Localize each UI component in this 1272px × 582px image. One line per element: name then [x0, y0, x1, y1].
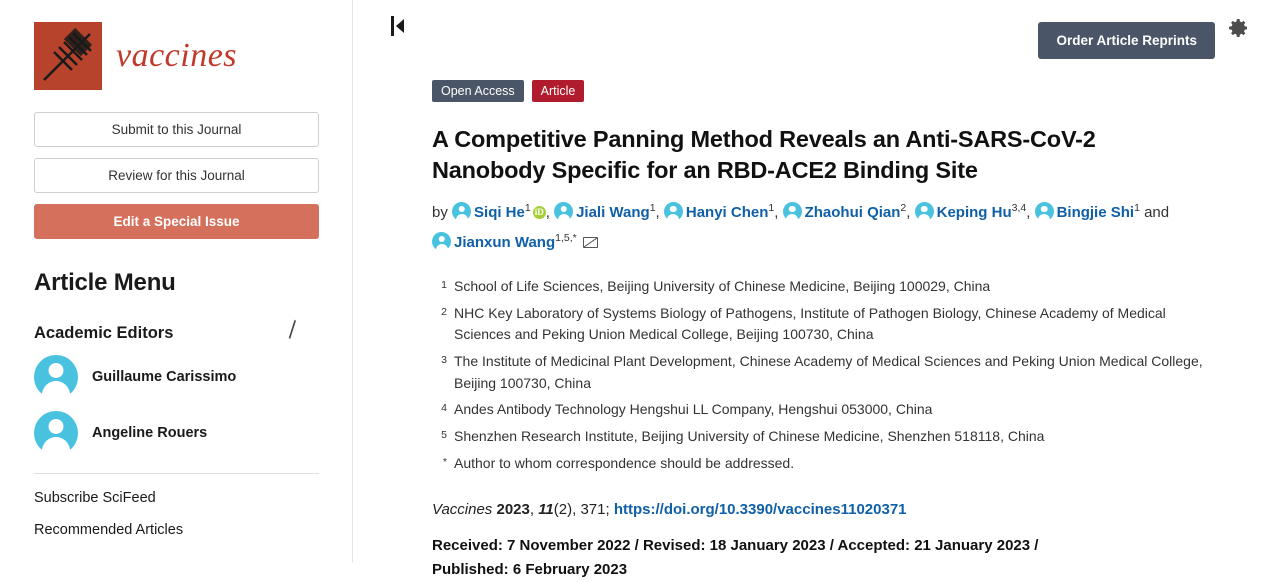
editor-item[interactable]	[34, 355, 318, 399]
author-name[interactable]: Hanyi Chen	[685, 204, 769, 222]
academic-editors-label: Academic Editors	[34, 324, 174, 342]
status-badge-open-access: Open Access	[432, 80, 524, 102]
article-menu-heading: Article Menu	[34, 269, 176, 296]
dates-line-2: Published: 6 February 2023	[432, 560, 628, 578]
article-body	[432, 80, 1232, 582]
author-affiliation-ref: 1	[649, 202, 656, 215]
author-name[interactable]: Zhaohui Qian	[804, 204, 901, 222]
affiliation-text: School of Life Sciences, Beijing University of Chinese Medicine, Beijing 100029, China	[454, 278, 991, 295]
avatar	[432, 232, 451, 251]
author-separator: and	[1139, 204, 1170, 222]
author-entry[interactable]	[1035, 204, 1170, 221]
affiliation-item	[432, 351, 1222, 394]
author-separator: ,	[655, 204, 660, 222]
affiliation-text: Shenzhen Research Institute, Beijing University of Chinese Medicine, Shenzhen 518118, China	[454, 428, 1045, 445]
author-separator: ,	[774, 204, 779, 222]
author-entry[interactable]	[432, 234, 598, 251]
affiliation-number: 4	[441, 402, 447, 415]
gear-icon[interactable]	[1226, 16, 1250, 40]
affiliation-number: 5	[441, 429, 447, 442]
editor-name: Angeline Rouers	[92, 425, 208, 441]
citation-journal: Vaccines	[432, 500, 493, 518]
author-affiliation-ref: 1	[1134, 202, 1140, 215]
affiliation-number: 2	[441, 305, 447, 318]
avatar	[452, 202, 471, 221]
citation-comma2: ,	[572, 500, 577, 518]
affiliation-number: *	[442, 455, 447, 468]
affiliation-text: The Institute of Medicinal Plant Development, Chinese Academy of Medical Sciences and Peking Union Medical College, Beijing 100730, China	[454, 353, 1203, 391]
author-entry[interactable]	[664, 204, 783, 221]
author-separator: ,	[906, 204, 911, 222]
dates-line-1: Received: 7 November 2022 / Revised: 18 January 2023 / Accepted: 21 January 2023 /	[432, 536, 1039, 554]
avatar	[34, 411, 78, 455]
affiliation-item	[432, 399, 1222, 421]
affiliation-number: 1	[441, 279, 447, 292]
author-name[interactable]: Keping Hu	[936, 204, 1012, 222]
submit-to-journal-button[interactable]: Submit to this Journal	[34, 112, 319, 147]
citation-comma: ,	[529, 500, 535, 518]
avatar	[1035, 202, 1054, 221]
author-name[interactable]: Siqi He	[474, 204, 525, 222]
affiliation-item	[432, 303, 1222, 346]
avatar	[554, 202, 573, 221]
author-name[interactable]: Bingjie Shi	[1056, 204, 1135, 222]
main-content	[353, 0, 1272, 578]
sidebar-item-subscribe-scifeed[interactable]: Subscribe SciFeed	[34, 490, 156, 506]
by-label: by	[432, 204, 448, 222]
sidebar	[0, 0, 353, 562]
syringe-glyph	[40, 28, 96, 84]
doi-link[interactable]: https://doi.org/10.3390/vaccines11020371	[613, 500, 907, 518]
author-separator: ,	[1026, 204, 1031, 222]
author-affiliation-ref: 2	[900, 202, 907, 215]
author-entry[interactable]	[915, 204, 1035, 221]
affiliation-item	[432, 426, 1222, 448]
journal-logo[interactable]	[34, 22, 318, 90]
avatar	[664, 202, 683, 221]
affiliation-list	[432, 276, 1222, 475]
badge-row	[432, 80, 1232, 102]
affiliation-item	[432, 276, 1222, 298]
citation-semicolon: ;	[605, 500, 610, 518]
page-title: A Competitive Panning Method Reveals an Anti-SARS-CoV-2 Nanobody Specific for an RBD-ACE2 Binding Site	[432, 126, 1096, 184]
author-affiliation-ref: 1,5,*	[555, 232, 577, 245]
editor-name: Guillaume Carissimo	[92, 369, 237, 385]
avatar	[915, 202, 934, 221]
sidebar-item-recommended-articles[interactable]: Recommended Articles	[34, 522, 184, 538]
edit-special-issue-button[interactable]: Edit a Special Issue	[34, 204, 319, 239]
affiliation-text: NHC Key Laboratory of Systems Biology of Pathogens, Institute of Pathogen Biology, Chinese Academy of Medical Sciences and Peking Union Medical College, Beijing 100730, China	[454, 304, 1166, 343]
author-name[interactable]: Jianxun Wang	[454, 234, 556, 252]
journal-title: vaccines	[116, 37, 238, 74]
academic-editors-heading[interactable]	[34, 320, 318, 343]
editor-item[interactable]	[34, 411, 318, 455]
review-for-journal-button[interactable]: Review for this Journal	[34, 158, 319, 193]
citation-year: 2023	[496, 500, 530, 518]
author-entry[interactable]	[452, 204, 554, 221]
citation-issue: (2)	[553, 500, 573, 518]
order-article-reprints-button[interactable]: Order Article Reprints	[1038, 22, 1215, 59]
collapse-panel-icon[interactable]	[391, 16, 407, 36]
syringe-icon	[34, 22, 102, 90]
affiliation-text: Author to whom correspondence should be addressed.	[454, 454, 795, 471]
avatar	[783, 202, 802, 221]
author-affiliation-ref: 1	[768, 202, 775, 215]
citation-line	[432, 501, 1232, 518]
orcid-icon[interactable]: iD	[534, 207, 544, 218]
author-separator: ,	[545, 204, 550, 222]
citation-article-number: 371	[580, 500, 606, 518]
avatar	[34, 355, 78, 399]
affiliation-text: Andes Antibody Technology Hengshui LL Company, Hengshui 053000, China	[454, 401, 933, 418]
author-entry[interactable]	[783, 204, 915, 221]
email-icon[interactable]	[583, 237, 598, 248]
author-list	[432, 198, 1192, 258]
author-name[interactable]: Jiali Wang	[576, 204, 650, 222]
affiliation-item	[432, 453, 1222, 475]
citation-volume: 11	[538, 500, 554, 518]
status-badge-article-type: Article	[532, 80, 585, 102]
author-affiliation-ref: 3,4	[1011, 202, 1027, 215]
author-entry[interactable]	[554, 204, 664, 221]
chevron-up-icon[interactable]: ╲	[283, 320, 301, 338]
author-affiliation-ref: 1	[524, 202, 531, 215]
affiliation-number: 3	[441, 354, 447, 367]
publication-dates	[432, 534, 1072, 582]
